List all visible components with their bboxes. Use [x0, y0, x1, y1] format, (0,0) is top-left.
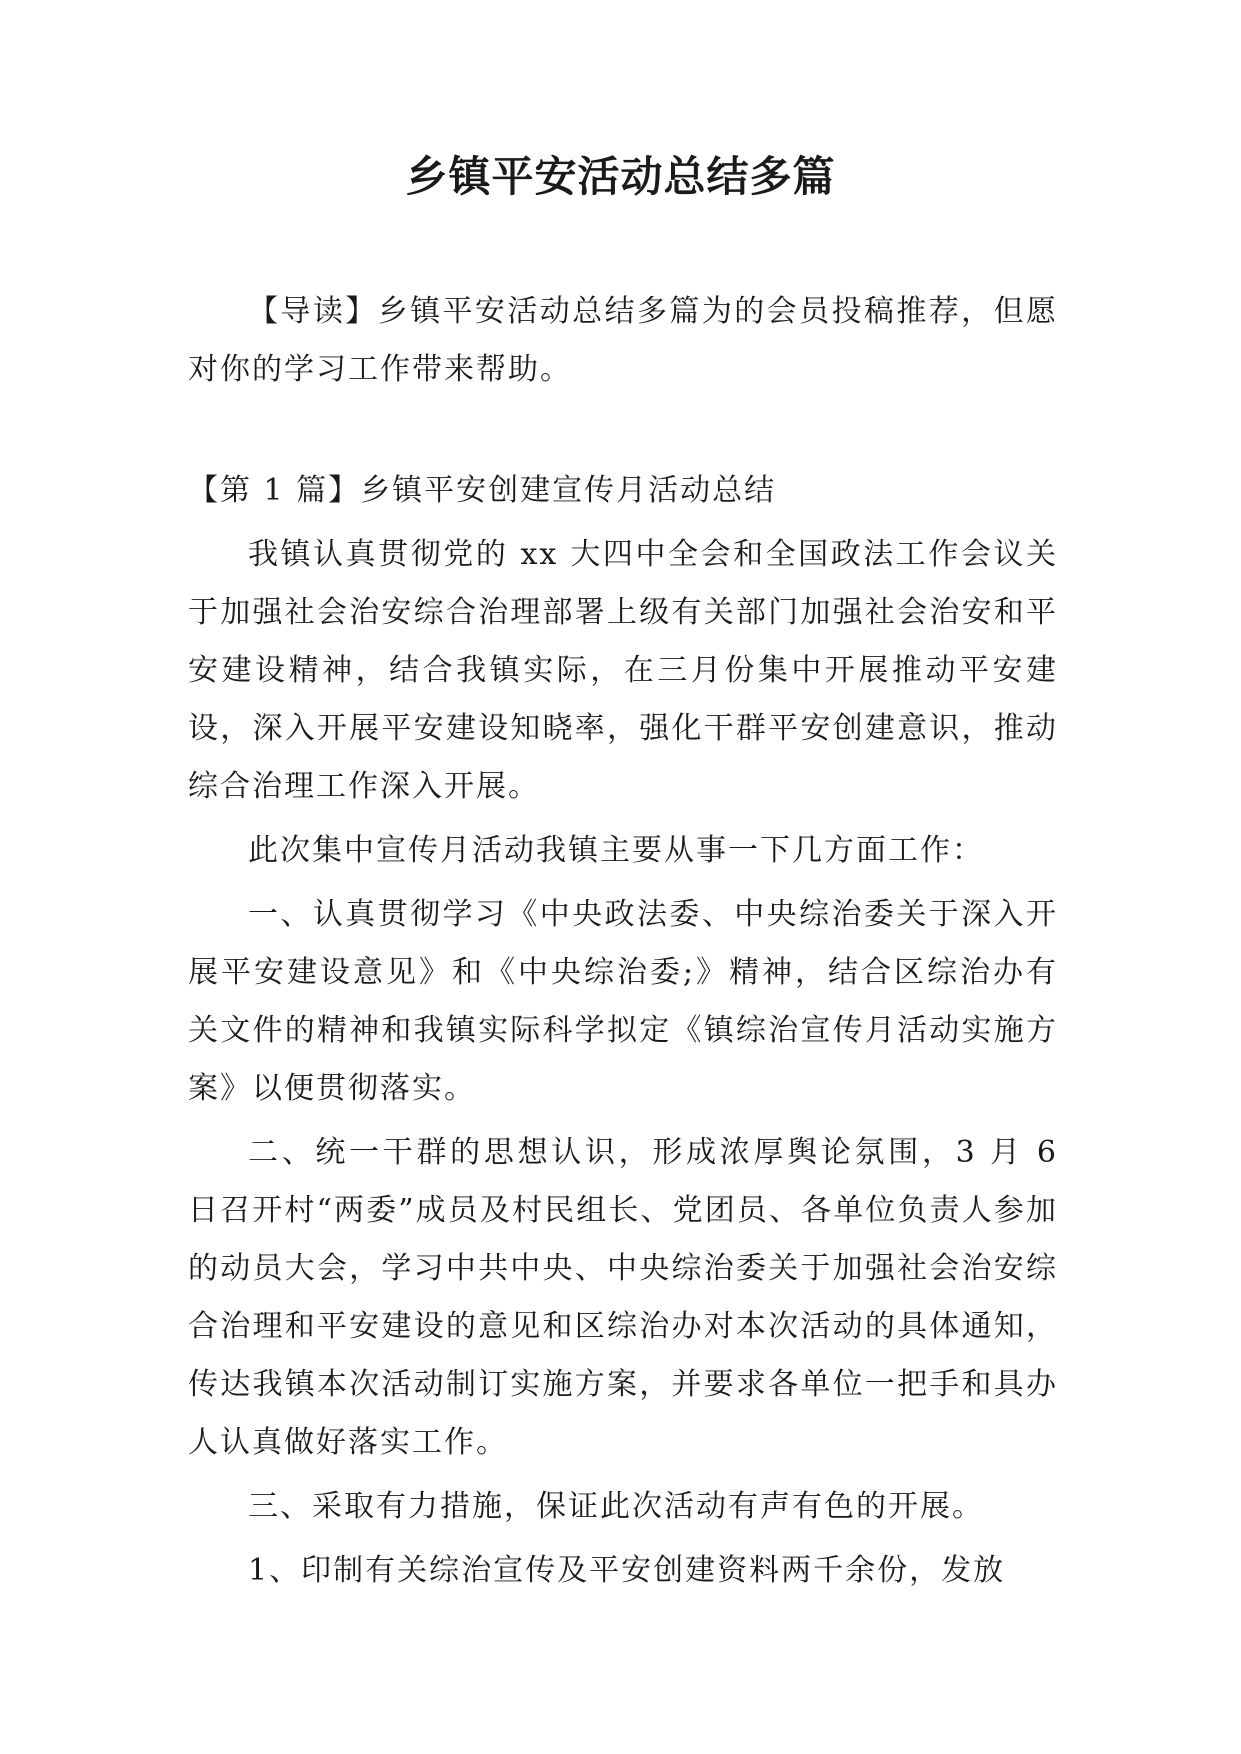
intro-paragraph: 【导读】乡镇平安活动总结多篇为的会员投稿推荐，但愿对你的学习工作带来帮助。 [188, 294, 1058, 387]
body-paragraph: 我镇认真贯彻党的 xx 大四中全会和全国政法工作会议关于加强社会治安综合治理部署上级有关部门加强社会治安和平安建设精神，结合我镇实际，在三月份集中开展推动平安建设，深入开展平安建设知晓率，强化干群平安创建意识，推动综合治理工作深入开展。 [188, 537, 1058, 804]
section-heading: 【第 1 篇】乡镇平安创建宣传月活动总结 [188, 473, 777, 508]
body-paragraph: 此次集中宣传月活动我镇主要从事一下几方面工作： [248, 833, 984, 868]
document-title: 乡镇平安活动总结多篇 [405, 152, 836, 201]
body-paragraph: 二、统一干群的思想认识，形成浓厚舆论氛围，3 月 6 日召开村“两委”成员及村民组长、党团员、各单位负责人参加的动员大会，学习中共中央、中央综治委关于加强社会治安综合治理和平安建设的意见和区综治办对本次活动的具体通知，传达我镇本次活动制订实施方案，并要求各单位一把手和具办人认真做好落实工作。 [188, 1135, 1058, 1460]
body-paragraph: 三、采取有力措施，保证此次活动有声有色的开展。 [248, 1489, 984, 1524]
body-paragraph: 1、印制有关综治宣传及平安创建资料两千余份，发放 [248, 1553, 1006, 1588]
article-body [188, 462, 1058, 1606]
body-paragraph: 一、认真贯彻学习《中央政法委、中央综治委关于深入开展平安建设意见》和《中央综治委;》精神，结合区综治办有关文件的精神和我镇实际科学拟定《镇综治宣传月活动实施方案》以便贯彻落实。 [188, 897, 1058, 1106]
intro-block [188, 283, 1058, 399]
